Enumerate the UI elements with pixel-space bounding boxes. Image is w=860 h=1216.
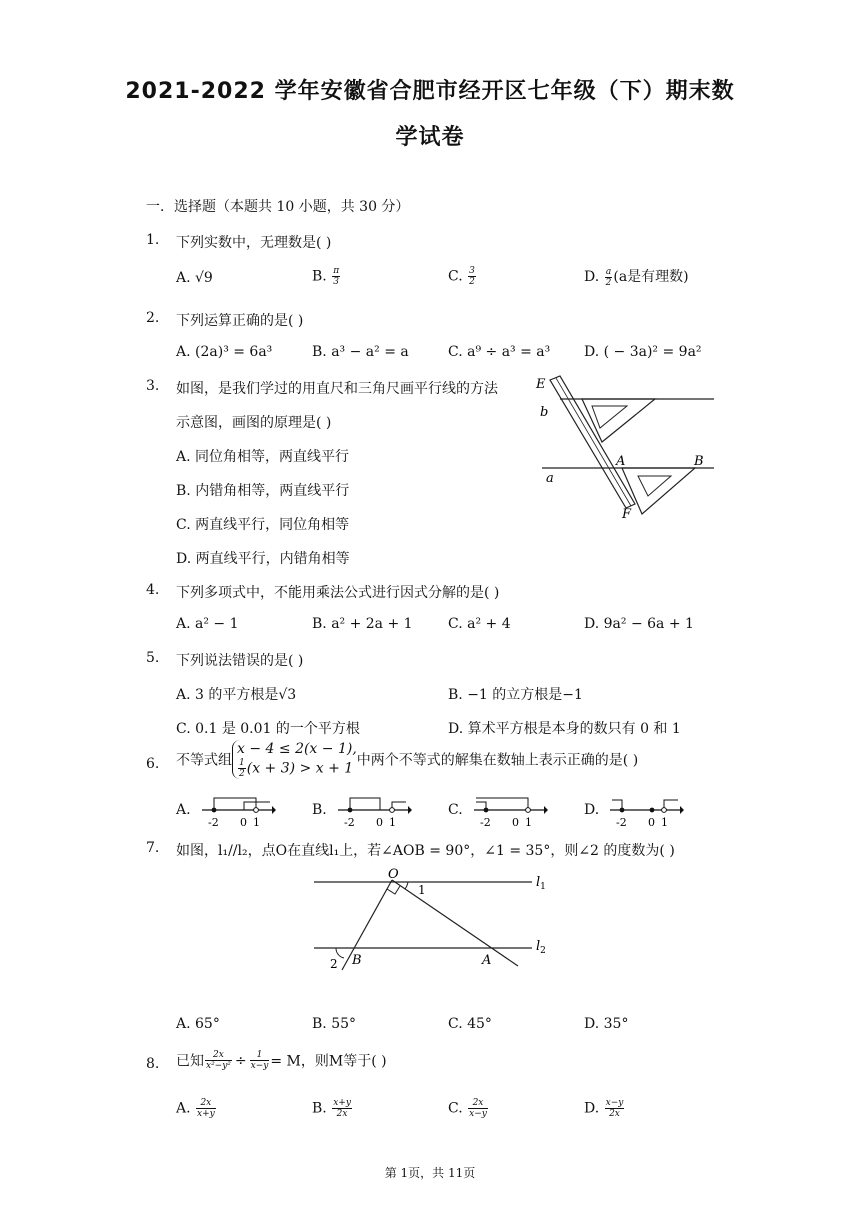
ruler-triangle-figure <box>530 372 720 522</box>
tick-label: -2 <box>480 816 491 829</box>
question-number: 5. <box>146 650 160 666</box>
page-title-line1: 2021-2022 学年安徽省合肥市经开区七年级（下）期末数 <box>125 79 735 104</box>
label-e: E <box>536 377 546 392</box>
tick-label: 1 <box>253 816 260 829</box>
question-number: 3. <box>146 378 160 394</box>
question-stem-line1: 如图，是我们学过的用直尺和三角尺画平行线的方法 <box>176 381 498 397</box>
section-heading: 一．选择题（本题共 10 小题，共 30 分） <box>146 199 410 215</box>
tick-label: 1 <box>525 816 532 829</box>
option-b: B. 55° <box>312 1016 357 1032</box>
option-a: A. √9 <box>176 270 213 286</box>
option-d: D. 算术平方根是本身的数只有 0 和 1 <box>448 721 681 737</box>
number-line-c <box>472 790 548 830</box>
label-a-line: a <box>546 471 554 486</box>
label-a-point: A <box>616 454 626 469</box>
ruler <box>550 376 635 508</box>
option-c: C. a² + 4 <box>448 616 511 632</box>
question-number: 7. <box>146 840 160 856</box>
option-b: B. a³ − a² = a <box>312 344 409 360</box>
option-c: C. 两直线平行，同位角相等 <box>176 517 350 533</box>
option-d: D. $\frac{x-y}{2x}$ <box>584 1098 624 1119</box>
option-a: A. $\frac{2x}{x+y}$ <box>176 1098 215 1119</box>
option-d: D. 35° <box>584 1016 629 1032</box>
option-a: A. <box>176 802 191 818</box>
option-d: D. <box>584 802 600 818</box>
question-number: 2. <box>146 310 160 326</box>
tick-label: -2 <box>208 816 219 829</box>
label-b: B <box>352 953 362 968</box>
tick-label: 1 <box>661 816 668 829</box>
label-l1: $l_1$ <box>536 875 546 892</box>
option-c: C. $\frac{2x}{x-y}$ <box>448 1098 487 1119</box>
question-number: 8. <box>146 1056 160 1072</box>
option-d: D. $\frac{a}{2}$ (a是有理数) <box>584 266 689 288</box>
label-a: A <box>482 953 492 968</box>
number-line-b <box>336 790 412 830</box>
option-b: B. <box>312 802 327 818</box>
option-a: A. 65° <box>176 1016 220 1032</box>
question-stem: 下列实数中，无理数是( ) <box>176 235 332 251</box>
option-c: C. a⁹ ÷ a³ = a³ <box>448 344 551 360</box>
triangle-lower <box>622 468 695 514</box>
question-stem: 如图，l₁//l₂，点O在直线l₁上，若∠AOB = 90°，∠1 = 35°，则∠2 的度数为( ) <box>176 843 675 859</box>
tick-label: 0 <box>376 816 383 829</box>
option-c: C. 0.1 是 0.01 的一个平方根 <box>176 721 360 737</box>
label-angle-1: 1 <box>418 883 426 897</box>
segment-oa <box>392 880 518 966</box>
option-c: C. $\frac{3}{2}$ <box>448 266 475 287</box>
question-stem: 已知 $\frac{2x}{\text{x²−y²}}$ ÷ $\frac{1}{x-y}$ = M，则M等于( ) <box>176 1050 387 1071</box>
option-b: B. 内错角相等，两直线平行 <box>176 483 350 499</box>
question-stem-line2: 示意图，画图的原理是( ) <box>176 415 332 431</box>
inequality-system: x − 4 ≤ 2(x − 1), $\frac{1}{2}$ (x + 3) > x + 1 <box>232 740 357 779</box>
label-l2: $l_2$ <box>536 939 546 956</box>
option-b: B. −1 的立方根是−1 <box>448 687 583 703</box>
label-b: b <box>540 405 549 420</box>
option-b: B. $\frac{x+y}{2x}$ <box>312 1098 351 1119</box>
question-stem: 下列运算正确的是( ) <box>176 313 304 329</box>
tick-label: 1 <box>389 816 396 829</box>
question-number: 4. <box>146 582 160 598</box>
page-footer: 第 1页，共 11页 <box>384 1166 476 1180</box>
tick-label: 0 <box>512 816 519 829</box>
question-stem: 下列多项式中，不能用乘法公式进行因式分解的是( ) <box>176 585 500 601</box>
option-a: A. a² − 1 <box>176 616 239 632</box>
option-a: A. 3 的平方根是√3 <box>176 687 297 703</box>
page-title-line2: 学试卷 <box>395 125 465 150</box>
parallel-lines-figure <box>308 862 558 974</box>
question-stem: 不等式组 x − 4 ≤ 2(x − 1), $\frac{1}{2}$ (x + 3) > x + 1 中两个不等式的解集在数轴上表示正确的是( ) <box>176 741 639 779</box>
label-o: O <box>388 867 399 882</box>
question-number: 1. <box>146 232 160 248</box>
option-c: C. 45° <box>448 1016 492 1032</box>
option-b: B. $\frac{\pi}{3}$ <box>312 266 340 287</box>
option-d: D. 9a² − 6a + 1 <box>584 616 694 632</box>
tick-label: 0 <box>648 816 655 829</box>
option-a: A. (2a)³ = 6a³ <box>176 344 273 360</box>
option-b: B. a² + 2a + 1 <box>312 616 413 632</box>
question-number: 6. <box>146 756 160 772</box>
option-d: D. ( − 3a)² = 9a² <box>584 344 702 360</box>
question-stem: 下列说法错误的是( ) <box>176 653 304 669</box>
label-angle-2: 2 <box>330 957 338 971</box>
label-f: F <box>622 507 632 522</box>
option-c: C. <box>448 802 463 818</box>
segment-ob <box>342 880 392 970</box>
number-line-a <box>200 790 276 830</box>
tick-label: -2 <box>616 816 627 829</box>
label-b-point: B <box>694 454 704 469</box>
tick-label: 0 <box>240 816 247 829</box>
tick-label: -2 <box>344 816 355 829</box>
option-a: A. 同位角相等，两直线平行 <box>176 449 350 465</box>
triangle-upper <box>582 399 655 442</box>
number-line-d <box>608 790 684 830</box>
option-d: D. 两直线平行，内错角相等 <box>176 551 350 567</box>
